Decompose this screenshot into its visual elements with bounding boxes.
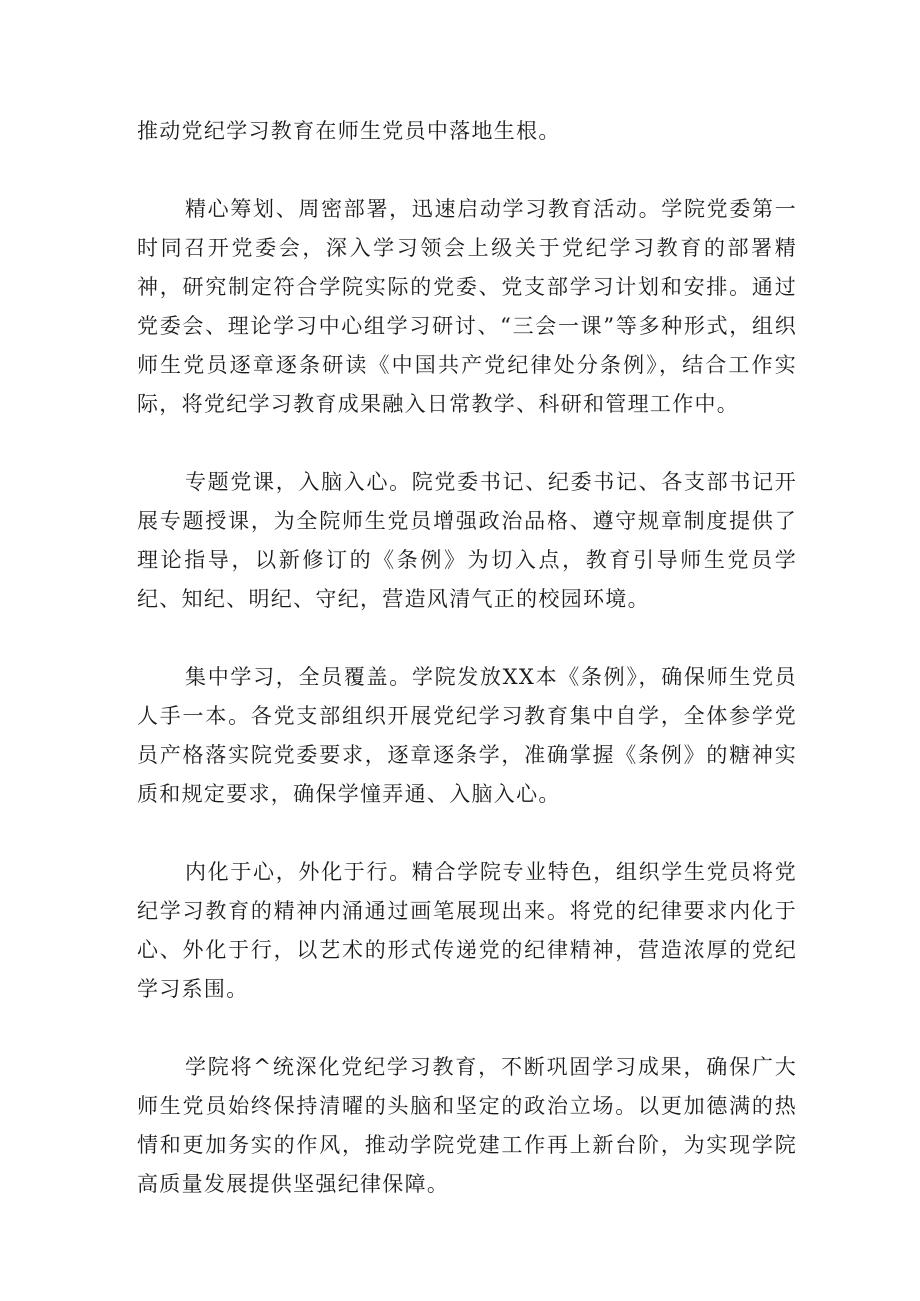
- document-body: [137, 112, 797, 1243]
- paragraph-conclusion: 学院将^统深化党纪学习教育，不断巩固学习成果，确保广大师生党员始终保持清曜的头脑和坚定的政治立场。以更加德满的热情和更加务实的作风，推动学院党建工作再上新台阶，为实现学院高质量发展提供坚强纪律保障。: [137, 1055, 797, 1196]
- paragraph-continuation: 推动党纪学习教育在师生党员中落地生根。: [137, 119, 561, 143]
- paragraph-internalize: 内化于心，外化于行。精合学院专业特色，组织学生党员将党纪学习教育的精神内涌通过画笔展现出来。将党的纪律要求内化于心、外化于行，以艺术的形式传递党的纪律精神，营造浓厚的党纪学习系围。: [137, 860, 797, 1001]
- paragraph-planning: 精心筹划、周密部署，迅速启动学习教育活动。学院党委第一时同召开党委会，深入学习领会上级关于党纪学习教育的部署精神，研究制定符合学院实际的党委、党支部学习计划和安排。通过党委会、理论学习中心组学习研讨、“三会一课”等多种形式，组织师生党员逐章逐条研读《中国共产党纪律处分条例》，结合工作实际，将党纪学习教育成果融入日常教学、科研和管理工作中。: [137, 197, 797, 416]
- paragraph-party-lecture: 专题党课，入脑入心。院党委书记、纪委书记、各支部书记开展专题授课，为全院师生党员增强政治品格、遵守规章制度提供了理论指导，以新修订的《条例》为切入点，教育引导师生党员学纪、知纪、明纪、守纪，营造风清气正的校园环境。: [137, 470, 797, 611]
- paragraph-centralized-study: 集中学习，全员覆盖。学院发放XX本《条例》，确保师生党员人手一本。各党支部组织开展党纪学习教育集中自学，全体参学党员产格落实院党委要求，逐章逐条学，准确掌握《条例》的糖神实质和规定要求，确保学憧弄通、入脑入心。: [137, 665, 797, 806]
